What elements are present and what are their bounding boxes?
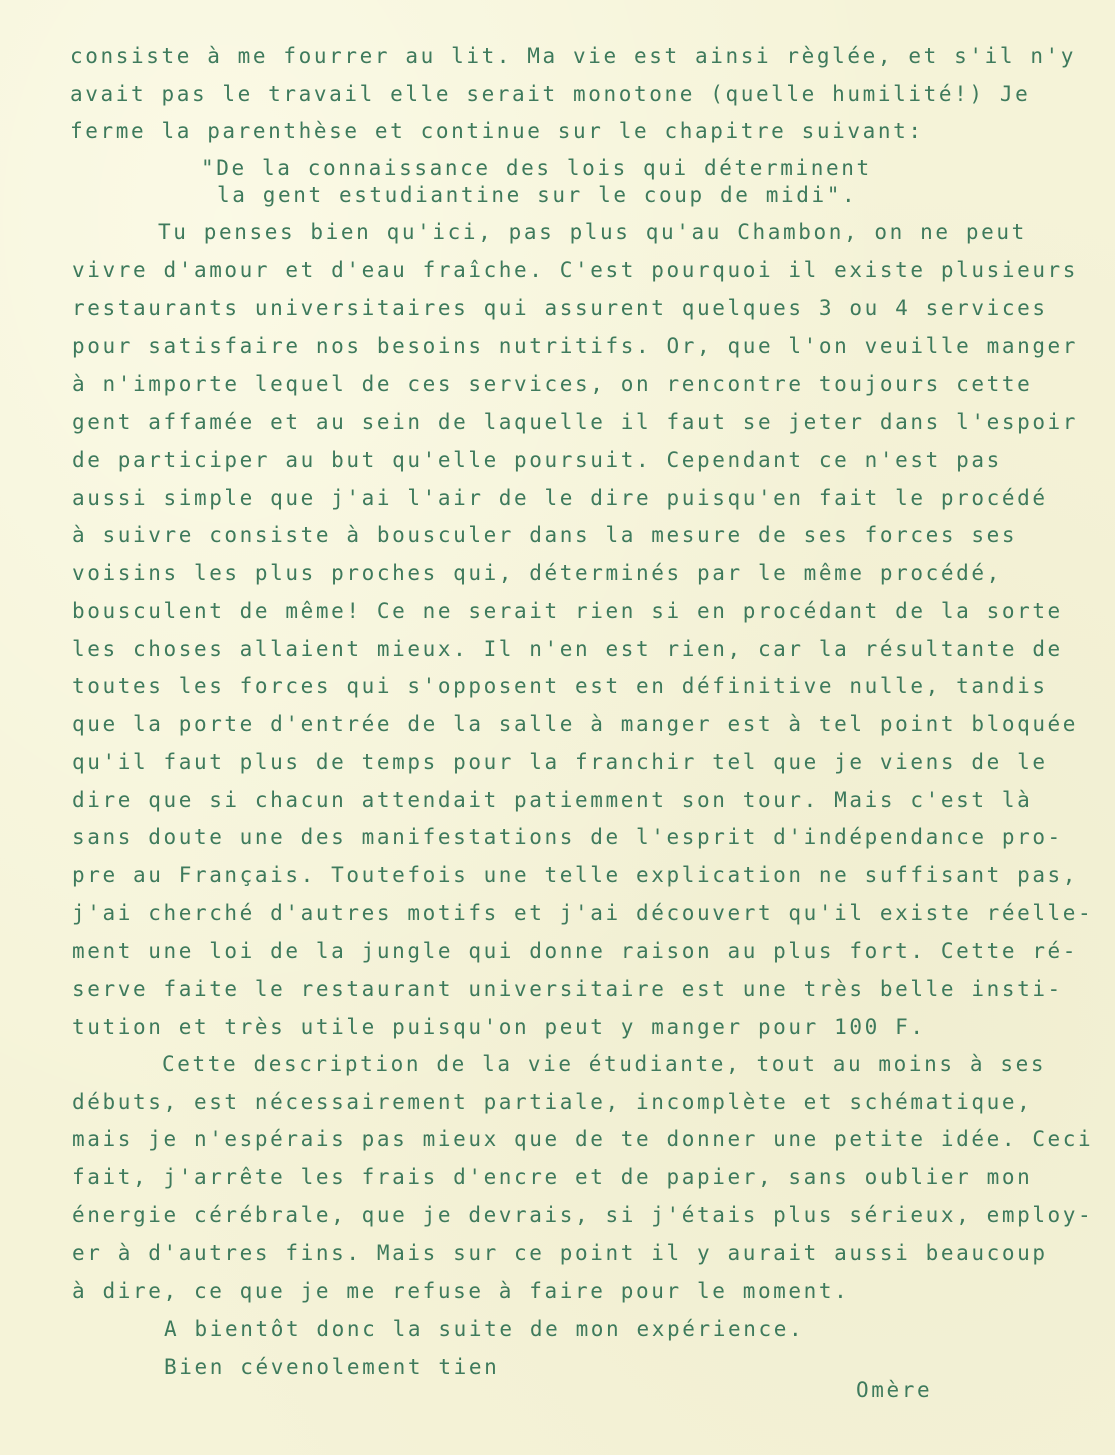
text-line: sans doute une des manifestations de l'esprit d'indépendance pro- (72, 825, 1063, 849)
text-line: ment une loi de la jungle qui donne raison au plus fort. Cette ré- (72, 939, 1079, 963)
text-line: restaurants universitaires qui assurent quelques 3 ou 4 services (72, 296, 1048, 320)
closing-line: A bientôt donc la suite de mon expérience. (164, 1317, 805, 1341)
text-line: Tu penses bien qu'ici, pas plus qu'au Chambon, on ne peut (158, 220, 1027, 244)
text-line: que la porte d'entrée de la salle à manger est à tel point bloquée (72, 712, 1079, 736)
text-line: bousculent de même! Ce ne serait rien si en procédant de la sorte (72, 599, 1063, 623)
text-line: les choses allaient mieux. Il n'en est rien, car la résultante de (72, 637, 1063, 661)
signature: Omère (856, 1378, 933, 1402)
text-line: avait pas le travail elle serait monotone (quelle humilité!) Je (70, 82, 1031, 106)
text-line: pour satisfaire nos besoins nutritifs. Or, que l'on veuille manger (72, 334, 1079, 358)
closing-line: Bien cévenolement tien (164, 1355, 500, 1379)
text-line: Cette description de la vie étudiante, tout au moins à ses (162, 1052, 1047, 1076)
text-line: tution et très utile puisqu'on peut y manger pour 100 F. (72, 1015, 926, 1039)
text-line: dire que si chacun attendait patiemment son tour. Mais c'est là (72, 788, 1033, 812)
text-line: vivre d'amour et d'eau fraîche. C'est pourquoi il existe plusieurs (72, 258, 1079, 282)
text-line: consiste à me fourrer au lit. Ma vie est ainsi règlée, et s'il n'y (70, 44, 1077, 68)
text-line: à suivre consiste à bousculer dans la mesure de ses forces ses (72, 523, 1018, 547)
text-line: voisins les plus proches qui, déterminés par le même procédé, (72, 561, 1002, 585)
quote-line: "De la connaissance des lois qui déterminent (201, 156, 872, 180)
text-line: à dire, ce que je me refuse à faire pour le moment. (72, 1279, 850, 1303)
text-line: de participer au but qu'elle poursuit. Cependant ce n'est pas (72, 448, 1002, 472)
text-line: énergie cérébrale, que je devrais, si j'étais plus sérieux, employ- (72, 1203, 1094, 1227)
text-line: toutes les forces qui s'opposent est en définitive nulle, tandis (72, 674, 1048, 698)
text-line: qu'il faut plus de temps pour la franchir tel que je viens de le (72, 750, 1048, 774)
quote-line: la gent estudiantine sur le coup de midi". (217, 183, 858, 207)
text-line: à n'importe lequel de ces services, on rencontre toujours cette (72, 372, 1033, 396)
text-line: serve faite le restaurant universitaire est une très belle insti- (72, 977, 1063, 1001)
text-line: j'ai cherché d'autres motifs et j'ai découvert qu'il existe réelle- (72, 901, 1094, 925)
text-line: pre au Français. Toutefois une telle explication ne suffisant pas, (72, 863, 1079, 887)
text-line: fait, j'arrête les frais d'encre et de papier, sans oublier mon (72, 1165, 1033, 1189)
text-line: gent affamée et au sein de laquelle il faut se jeter dans l'espoir (72, 410, 1079, 434)
text-line: mais je n'espérais pas mieux que de te donner une petite idée. Ceci (72, 1127, 1094, 1151)
text-line: aussi simple que j'ai l'air de le dire puisqu'en fait le procédé (72, 486, 1048, 510)
text-line: ferme la parenthèse et continue sur le chapitre suivant: (70, 119, 924, 143)
text-line: débuts, est nécessairement partiale, incomplète et schématique, (72, 1090, 1033, 1114)
text-line: er à d'autres fins. Mais sur ce point il y aurait aussi beaucoup (72, 1241, 1048, 1265)
